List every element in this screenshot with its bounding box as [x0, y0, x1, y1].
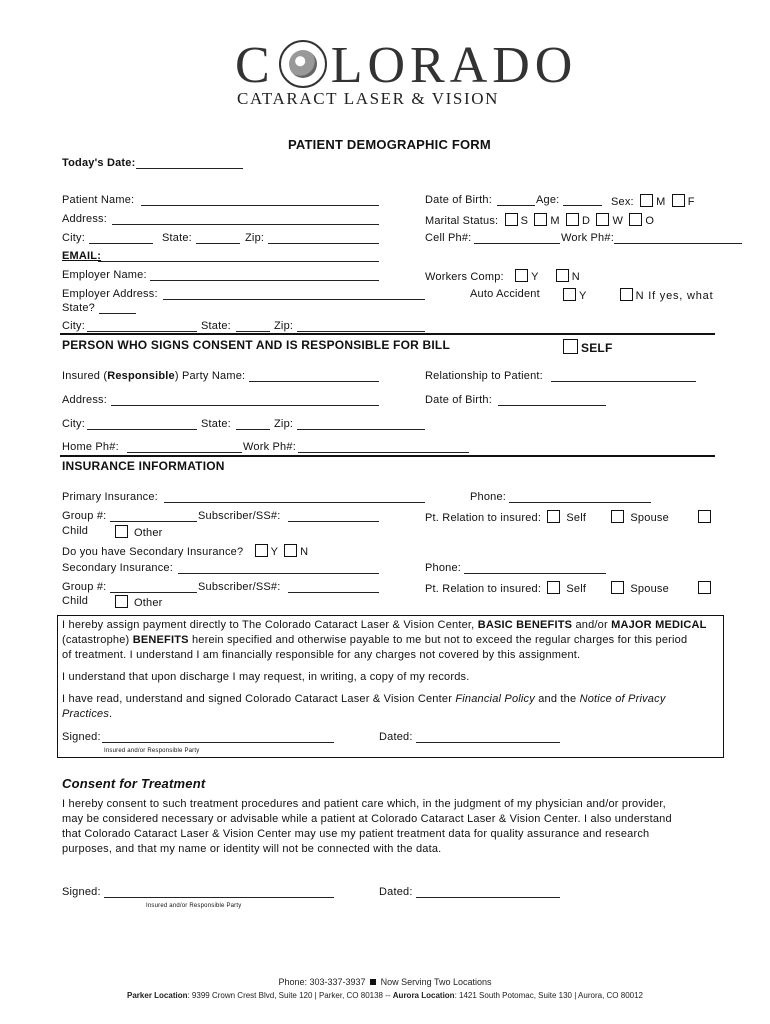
resp-state-label: State: — [201, 418, 231, 430]
consent-paragraph: I hereby consent to such treatment procedures and patient care which, in the judgment of my physician and/or provider, may be considered necessary or advisable while a patient at Colorado Cataract Laser & Vision Center. I also understand that Colorado Cataract Laser & Vision Center may use my patient treatment data for quality assurance and research purposes, and that my name or identity will not be connected with the data. — [62, 798, 672, 855]
consent-dated-label: Dated: — [379, 886, 413, 898]
dob-field[interactable] — [497, 205, 535, 206]
relation2-self-label: Self — [566, 583, 587, 595]
sex-m-label: M — [656, 196, 666, 208]
work-phone-field[interactable] — [614, 243, 742, 244]
auto-y-checkbox[interactable] — [563, 288, 576, 301]
relation-label: Pt. Relation to insured: — [425, 512, 542, 524]
subscriber-label: Subscriber/SS#: — [198, 510, 281, 522]
resp-city-label: City: — [62, 418, 85, 430]
consent-header: Consent for Treatment — [62, 776, 206, 791]
marital-m-checkbox[interactable] — [534, 213, 547, 226]
state-field[interactable] — [196, 243, 240, 244]
relation-self-label: Self — [566, 512, 587, 524]
relation-self-checkbox[interactable] — [547, 510, 560, 523]
dob-label: Date of Birth: — [425, 194, 492, 206]
employer-name-field[interactable] — [150, 280, 379, 281]
employer-zip-field[interactable] — [297, 331, 425, 332]
relation-spouse-label: Spouse — [630, 512, 669, 524]
resp-zip-label: Zip: — [274, 418, 294, 430]
cell-phone-label: Cell Ph#: — [425, 232, 472, 244]
todays-date-label: Today's Date: — [62, 157, 136, 169]
self-checkbox[interactable] — [563, 339, 578, 354]
section-divider — [60, 333, 715, 335]
secondary-n-label: N — [300, 546, 309, 558]
sex-label — [611, 194, 695, 209]
relation2-self-checkbox[interactable] — [547, 581, 560, 594]
self-option — [560, 339, 612, 355]
secondary-phone-field[interactable] — [464, 573, 606, 574]
auto-accident-label: Auto Accident — [470, 288, 540, 300]
zip-field[interactable] — [268, 243, 379, 244]
age-label: Age: — [536, 194, 560, 206]
marital-w-label: W — [612, 215, 624, 227]
relation-options — [425, 510, 714, 525]
marital-o-checkbox[interactable] — [629, 213, 642, 226]
relation2-other-label: Other — [134, 597, 163, 609]
cell-phone-field[interactable] — [474, 243, 560, 244]
workers-comp — [425, 269, 580, 284]
resp-work-phone-label: Work Ph#: — [243, 441, 296, 453]
self-label: SELF — [581, 341, 613, 355]
secondary-question-label: Do you have Secondary Insurance? — [62, 546, 244, 558]
relation2-other — [112, 595, 163, 610]
work-phone-label: Work Ph#: — [561, 232, 614, 244]
secondary-y-label: Y — [270, 546, 278, 558]
form-title: PATIENT DEMOGRAPHIC FORM — [288, 137, 491, 152]
workers-comp-y-label: Y — [531, 271, 539, 283]
relation2-child-checkbox[interactable] — [698, 581, 711, 594]
sex-m-checkbox[interactable] — [640, 194, 653, 207]
workers-comp-y-checkbox[interactable] — [515, 269, 528, 282]
todays-date-field[interactable] — [136, 168, 243, 169]
relation2-spouse-label: Spouse — [630, 583, 669, 595]
employer-city-label: City: — [62, 320, 85, 332]
secondary-y-checkbox[interactable] — [255, 544, 268, 557]
logo-wordmark: C LORADO — [235, 37, 578, 94]
sex-f-checkbox[interactable] — [672, 194, 685, 207]
primary-phone-label: Phone: — [470, 491, 507, 503]
address-label: Address: — [62, 213, 108, 225]
subscriber2-label: Subscriber/SS#: — [198, 581, 281, 593]
address-field[interactable] — [112, 224, 379, 225]
marital-label: Marital Status: — [425, 215, 499, 227]
resp-address-field[interactable] — [111, 405, 379, 406]
assignment-sig-caption: Insured and/or Responsible Party — [104, 748, 200, 754]
records-paragraph: I understand that upon discharge I may request, in writing, a copy of my records. — [62, 671, 470, 683]
relation-child-label: Child — [62, 525, 89, 537]
relation2-options — [425, 581, 714, 596]
employer-name-label: Employer Name: — [62, 269, 147, 281]
workers-comp-n-checkbox[interactable] — [556, 269, 569, 282]
relation2-spouse-checkbox[interactable] — [611, 581, 624, 594]
marital-o-label: O — [645, 215, 655, 227]
employer-state-label: State: — [201, 320, 231, 332]
group2-label: Group #: — [62, 581, 107, 593]
consent-signed-label: Signed: — [62, 886, 101, 898]
marital-m-label: M — [550, 215, 560, 227]
workers-comp-label: Workers Comp: — [425, 271, 504, 283]
resp-state-field[interactable] — [236, 429, 270, 430]
state-question-field[interactable] — [99, 313, 136, 314]
primary-insurance-field[interactable] — [164, 502, 425, 503]
employer-address-field[interactable] — [163, 299, 425, 300]
insurance-header: INSURANCE INFORMATION — [62, 459, 225, 473]
zip-label: Zip: — [245, 232, 265, 244]
auto-accident-options — [560, 288, 713, 303]
relation-child-checkbox[interactable] — [698, 510, 711, 523]
subscriber2-field[interactable] — [288, 592, 379, 593]
primary-insurance-label: Primary Insurance: — [62, 491, 158, 503]
secondary-question — [62, 544, 308, 559]
marital-d-checkbox[interactable] — [566, 213, 579, 226]
employer-city-field[interactable] — [87, 331, 197, 332]
auto-n-checkbox[interactable] — [620, 288, 633, 301]
relation2-label: Pt. Relation to insured: — [425, 583, 542, 595]
resp-zip-field[interactable] — [297, 429, 425, 430]
relation-spouse-checkbox[interactable] — [611, 510, 624, 523]
resp-address-label: Address: — [62, 394, 108, 406]
city-label: City: — [62, 232, 85, 244]
group-field[interactable] — [110, 521, 197, 522]
footer-phone: Phone: 303-337-3937 Now Serving Two Locations — [278, 977, 492, 987]
responsible-header: PERSON WHO SIGNS CONSENT AND IS RESPONSIBLE FOR BILL — [62, 338, 450, 352]
resp-work-phone-field[interactable] — [298, 452, 469, 453]
assignment-dated-label: Dated: — [379, 731, 413, 743]
marital-s-checkbox[interactable] — [505, 213, 518, 226]
secondary-insurance-field[interactable] — [178, 573, 379, 574]
resp-dob-field[interactable] — [498, 405, 606, 406]
insured-party-label: Insured (Responsible) Party Name: — [62, 370, 246, 382]
logo-subtitle: CATARACT LASER & VISION — [237, 89, 499, 108]
insured-party-field[interactable] — [249, 381, 379, 382]
relation2-child-label: Child — [62, 595, 89, 607]
marital-d-label: D — [582, 215, 591, 227]
relation-other — [112, 525, 163, 540]
email-label: EMAIL: — [62, 250, 102, 262]
assignment-signed-label: Signed: — [62, 731, 101, 743]
employer-address-label: Employer Address: — [62, 288, 158, 300]
relation2-other-checkbox[interactable] — [115, 595, 128, 608]
resp-home-phone-label: Home Ph#: — [62, 441, 119, 453]
consent-sig-caption: Insured and/or Responsible Party — [146, 903, 242, 909]
patient-name-label: Patient Name: — [62, 194, 135, 206]
employer-zip-label: Zip: — [274, 320, 294, 332]
section-divider — [60, 455, 715, 457]
assignment-paragraph: I hereby assign payment directly to The Colorado Cataract Laser & Vision Center, BASIC BENEFITS and/or MAJOR MEDICAL (catastrophe) BENEFITS herein specified and otherwise payable to me but not to exceed the regular charges for this period of treatment. I understand I am financially responsible for any charges not covered by this assignment. — [62, 619, 707, 661]
consent-date-field[interactable] — [416, 897, 560, 898]
email-field[interactable] — [98, 261, 379, 262]
assignment-date-field[interactable] — [416, 742, 560, 743]
auto-n-label: N If yes, what — [635, 290, 714, 302]
secondary-insurance-label: Secondary Insurance: — [62, 562, 174, 574]
employer-state-field[interactable] — [236, 331, 270, 332]
auto-y-label: Y — [579, 290, 587, 302]
group2-field[interactable] — [110, 592, 197, 593]
policy-paragraph: I have read, understand and signed Colorado Cataract Laser & Vision Center Financial Policy and the Notice of Privacy Practices. — [62, 693, 666, 720]
patient-name-field[interactable] — [141, 205, 379, 206]
resp-dob-label: Date of Birth: — [425, 394, 492, 406]
consent-signature-field[interactable] — [104, 897, 334, 898]
age-field[interactable] — [563, 205, 602, 206]
group-label: Group #: — [62, 510, 107, 522]
secondary-n-checkbox[interactable] — [284, 544, 297, 557]
footer-locations: Parker Location: 9399 Crown Crest Blvd, Suite 120 | Parker, CO 80138 -- Aurora Location: 1421 South Potomac, Suite 130 | Aurora, CO 80012 — [127, 991, 643, 1000]
primary-phone-field[interactable] — [509, 502, 651, 503]
subscriber-field[interactable] — [288, 521, 379, 522]
logo-o-icon — [279, 40, 327, 88]
city-field[interactable] — [89, 243, 153, 244]
workers-comp-n-label: N — [571, 271, 580, 283]
square-bullet-icon — [370, 979, 376, 985]
relation-other-label: Other — [134, 527, 163, 539]
secondary-phone-label: Phone: — [425, 562, 462, 574]
state-question-label: State? — [62, 302, 96, 314]
sex-f-label: F — [687, 196, 695, 208]
relation-other-checkbox[interactable] — [115, 525, 128, 538]
resp-city-field[interactable] — [87, 429, 197, 430]
state-label: State: — [162, 232, 192, 244]
marital-status — [425, 213, 654, 228]
resp-home-phone-field[interactable] — [127, 452, 242, 453]
assignment-signature-field[interactable] — [102, 742, 334, 743]
marital-w-checkbox[interactable] — [596, 213, 609, 226]
relationship-label: Relationship to Patient: — [425, 370, 543, 382]
sex-text: Sex: — [611, 196, 634, 208]
marital-s-label: S — [520, 215, 529, 227]
relationship-field[interactable] — [551, 381, 696, 382]
